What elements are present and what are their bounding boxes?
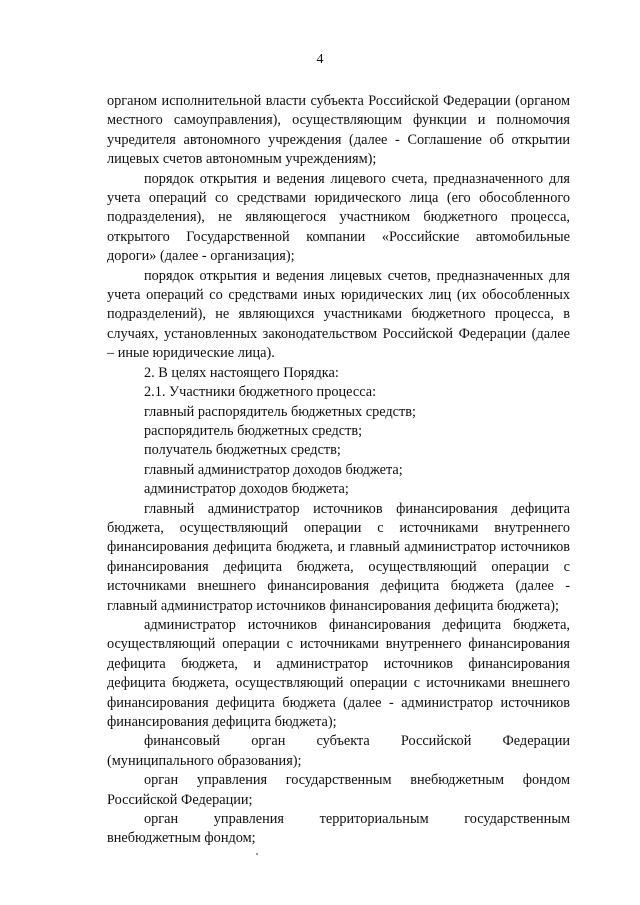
page-number: 4 [316,52,324,67]
document-body [107,92,570,849]
list-item-budget-recipient: получатель бюджетных средств; [144,442,341,459]
list-item-main-revenue-administrator: главный администратор доходов бюджета; [144,461,403,478]
list-item-deficit-financing-administrator: администратор источников финансирования дефицита бюджета, осуществляющий операции с источниками внутреннего финансирования дефицита бюджета, и администратор источников финансирования дефицита бюджета, осуществляющий операции с источниками внешнего финансирования дефицита бюджета (далее - администратор источников финансирования дефицита бюджета); [107,616,570,730]
list-item-territorial-fund-body: орган управления территориальным государственным внебюджетным фондом; [107,811,570,847]
list-item-revenue-administrator: администратор доходов бюджета; [144,481,349,498]
list-item-financial-body: финансовый орган субъекта Российской Федерации (муниципального образования); [107,733,570,769]
paragraph-section-2-1: 2.1. Участники бюджетного процесса: [144,384,377,401]
paragraph-other-legal-entities: порядок открытия и ведения лицевых счетов, предназначенных для учета операций со средствами иных юридических лиц (их обособленных подразделений), не являющихся участниками бюджетного процесса, в случаях, установленных законодательством Российской Федерации (далее – иные юридические лица). [107,267,570,362]
list-item-extrabudgetary-fund-body: орган управления государственным внебюджетным фондом Российской Федерации; [107,772,570,808]
list-item-main-deficit-financing-administrator: главный администратор источников финансирования дефицита бюджета, осуществляющий операции с источниками внутреннего финансирования дефицита бюджета, и главный администратор источников финансирования дефицита бюджета, осуществляющий операции с источниками внешнего финансирования дефицита бюджета (далее - главный администратор источников финансирования дефицита бюджета); [107,500,570,614]
paragraph-organization-account: порядок открытия и ведения лицевого счета, предназначенного для учета операций со средствами юридического лица (его обособленного подразделения), не являющегося участником бюджетного процесса, открытого Государственной компании «Российские автомобильные дороги» (далее - организация); [107,170,570,265]
scan-speck [256,853,258,855]
paragraph-continuation: органом исполнительной власти субъекта Российской Федерации (органом местного самоуправления), осуществляющим функции и полномочия учредителя автономного учреждения (далее - Соглашение об открытии лицевых счетов автономным учреждениям); [107,93,570,168]
list-item-main-budget-manager: главный распорядитель бюджетных средств; [144,403,416,420]
paragraph-section-2: 2. В целях настоящего Порядка: [144,364,339,381]
list-item-budget-manager: распорядитель бюджетных средств; [144,422,363,439]
